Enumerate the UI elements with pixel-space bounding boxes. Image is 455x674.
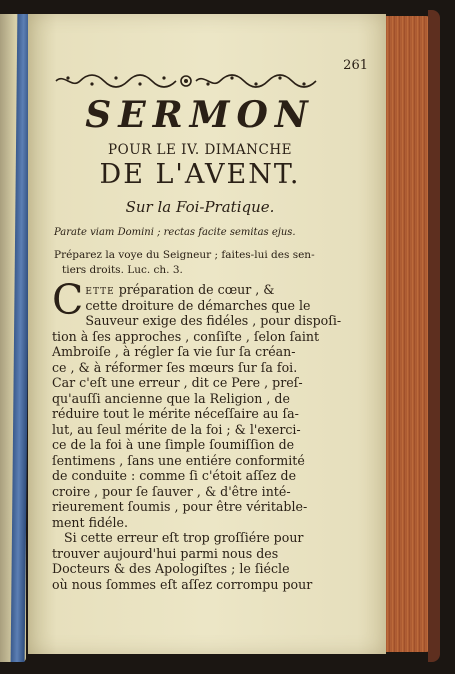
sermon-topic: Sur la Foi-Pratique.: [125, 198, 275, 216]
french-line: Préparez la voye du Seigneur ; faites-lui des sen-: [54, 249, 315, 261]
drop-cap-letter: C: [52, 276, 84, 324]
body-line: qu'auſſi ancienne que la Religion , de: [52, 390, 290, 406]
body-line: cette droiture de démarches que le: [85, 297, 311, 313]
first-line-text: préparation de cœur , &: [118, 282, 275, 297]
french-line: tiers droits. Luc. ch. 3.: [62, 264, 183, 276]
paragraph-1: [52, 276, 360, 530]
body-line: rieurement ſoumis , pour être véritable-: [52, 499, 308, 514]
body-line: ment fidéle.: [52, 514, 128, 530]
body-line: trouver aujourd'hui parmi nous des: [52, 545, 279, 561]
page-block-edges: [386, 16, 432, 652]
decorative-headpiece-ornament: [52, 73, 320, 89]
body-line: Docteurs & des Apologiſtes ; le ſiécle: [52, 561, 290, 576]
body-line: Car c'eſt une erreur , dit ce Pere , preſ-: [52, 375, 303, 390]
paragraph-2: [52, 530, 360, 592]
sermon-title: SERMON: [85, 94, 315, 136]
body-line: lut, au ſeul mérite de la foi ; & l'exerci-: [52, 421, 301, 437]
body-line: croire , pour ſe ſauver , & d'être inté-: [52, 483, 291, 499]
body-line: Si cette erreur eſt trop groſſiére pour: [64, 530, 304, 545]
body-line: ce de la foi à une ſimple ſoumiſſion de: [52, 437, 295, 452]
sermon-heading: DE L'AVENT.: [99, 159, 301, 190]
first-word-small-caps: ette: [85, 282, 115, 297]
page-content: [30, 14, 370, 654]
body-line: réduire tout le mérite néceſſaire au ſa-: [52, 406, 299, 421]
sermon-body: [52, 276, 360, 592]
book-cover-edge: [428, 10, 440, 662]
body-line: tion à ſes approches , conſiſte , ſelon ſaint: [52, 328, 320, 344]
page-number: 261: [343, 58, 368, 73]
body-line: ce , & à réformer ſes mœurs ſur ſa foi.: [52, 359, 298, 375]
body-line: Ambroiſe , à régler ſa vie ſur ſa créan-: [52, 344, 296, 359]
body-line: de conduite : comme ſi c'étoit aſſez de: [52, 468, 297, 483]
body-line: ſentimens , ſans une entiére conformité: [52, 452, 305, 468]
french-translation: [54, 248, 356, 278]
latin-epigraph: Parate viam Domini ; rectas facite semitas ejus.: [54, 227, 296, 238]
body-line: où nous ſommes eſt aſſez corrompu pour: [52, 576, 313, 592]
sermon-subtitle: POUR LE IV. DIMANCHE: [108, 142, 292, 158]
body-line: Sauveur exige des fidéles , pour dispoſi-: [85, 313, 342, 328]
